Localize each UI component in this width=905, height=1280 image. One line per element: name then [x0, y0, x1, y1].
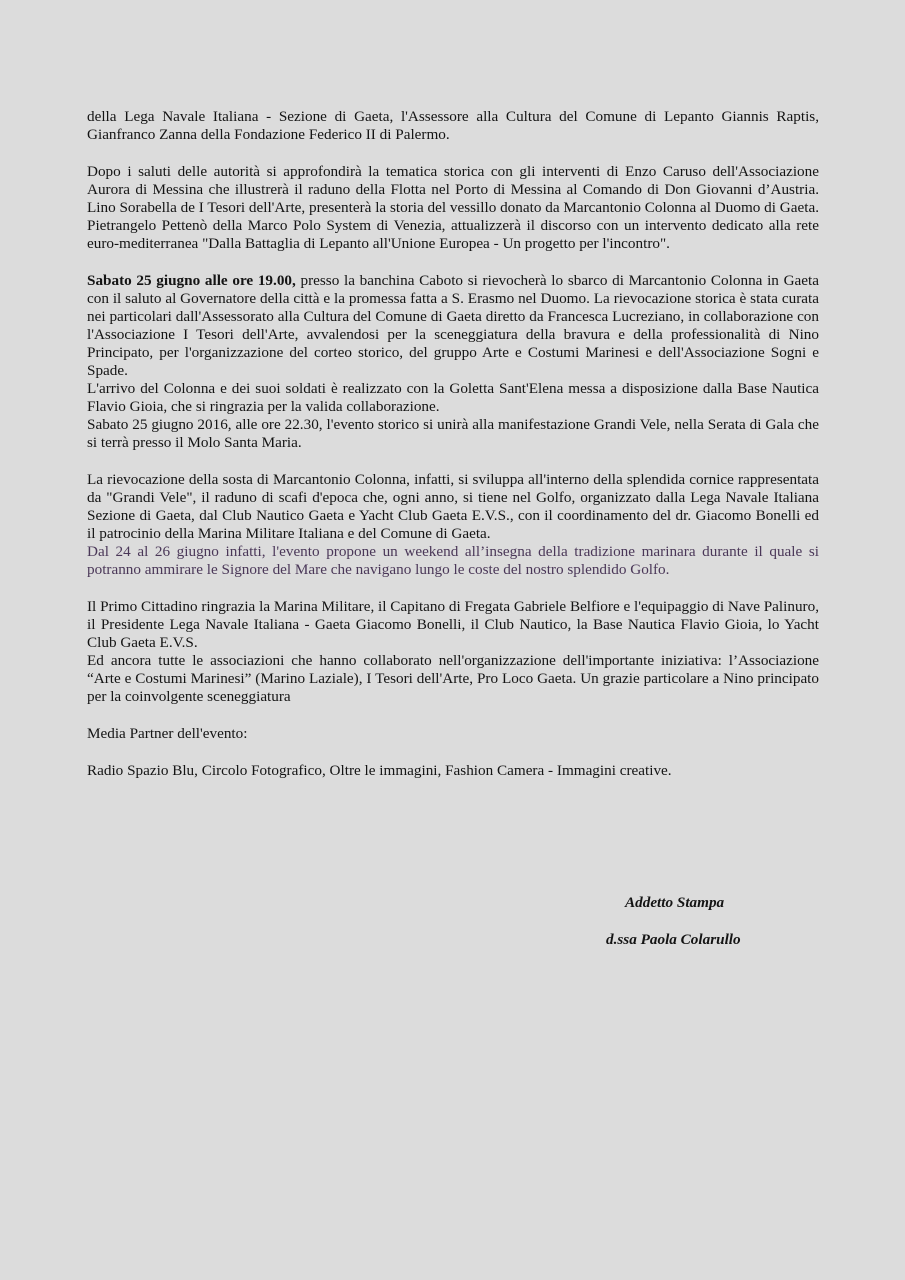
paragraph-grandi-vele — [87, 471, 819, 579]
reenactment-arrival: L'arrivo del Colonna e dei suoi soldati è realizzato con la Goletta Sant'Elena messa a disposizione dalla Base Nautica Flavio Gioia, che si ringrazia per la valida collaborazione. — [87, 380, 819, 415]
signature-role: Addetto Stampa — [625, 894, 725, 911]
thanks-associations: Ed ancora tutte le associazioni che hanno collaborato nell'organizzazione dell'importante iniziativa: l’Associazione “Arte e Costumi Marinesi” (Marino Laziale), I Tesori dell'Arte, Pro Loco Gaeta. Un grazie particolare a Nino principato per la coinvolgente sceneggiatura — [87, 652, 819, 705]
paragraph-reenactment — [87, 272, 819, 452]
signature-name: d.ssa Paola Colarullo — [606, 931, 741, 948]
paragraph-historical-talks: Dopo i saluti delle autorità si approfondirà la tematica storica con gli interventi di Enzo Caruso dell'Associazione Aurora di Messina che illustrerà il raduno della Flotta nel Porto di Messina al Comando di Don Giovanni d’Austria. Lino Sorabella de I Tesori dell'Arte, presenterà la storia del vessillo donato da Marcantonio Colonna al Duomo di Gaeta. Pietrangelo Pettenò della Marco Polo System di Venezia, attualizzerà il discorso con un intervento dedicato alla rete euro-mediterranea "Dalla Battaglia di Lepanto all'Unione Europea - Un progetto per l'incontro". — [87, 163, 819, 252]
thanks-text: Il Primo Cittadino ringrazia la Marina Militare, il Capitano di Fregata Gabriele Belfiore e l'equipaggio di Nave Palinuro, il Presidente Lega Navale Italiana - Gaeta Giacomo Bonelli, il Club Nautico, la Base Nautica Flavio Gioia, lo Yacht Club Gaeta E.V.S. — [87, 598, 819, 651]
reenactment-gala: Sabato 25 giugno 2016, alle ore 22.30, l'evento storico si unirà alla manifestazione Grandi Vele, nella Serata di Gala che si terrà presso il Molo Santa Maria. — [87, 416, 819, 451]
paragraph-intro-continued: della Lega Navale Italiana - Sezione di Gaeta, l'Assessore alla Cultura del Comune di Lepanto Giannis Raptis, Gianfranco Zanna della Fondazione Federico II di Palermo. — [87, 108, 819, 143]
grandi-vele-text: La rievocazione della sosta di Marcantonio Colonna, infatti, si sviluppa all'interno della splendida cornice rappresentata da "Grandi Vele", il raduno di scafi d'epoca che, ogni anno, si tiene nel Golfo, organizzato dalla Lega Navale Italiana Sezione di Gaeta, dal Club Nautico Gaeta e Yacht Club Gaeta E.V.S., con il coordinamento del dr. Giacomo Bonelli ed il patrocinio della Marina Militare Italiana e del Comune di Gaeta. — [87, 471, 819, 542]
paragraph-thanks — [87, 598, 819, 706]
reenactment-text: presso la banchina Caboto si rievocherà lo sbarco di Marcantonio Colonna in Gaeta con il saluto al Governatore della città e la promessa fatta a S. Erasmo nel Duomo. La rievocazione storica è stata curata nei particolari dall'Assessorato alla Cultura del Comune di Gaeta diretto da Francesca Lucreziano, in collaborazione con l'Associazione I Tesori dell'Arte, avvalendosi per la sceneggiatura della bravura e della professionalità di Nino Principato, per l'organizzazione del corteo storico, del gruppo Arte e Costumi Marinesi e dell'Associazione Sogni e Spade. — [87, 272, 820, 379]
document-body — [87, 108, 819, 780]
media-partner-label: Media Partner dell'evento: — [87, 725, 248, 742]
reenactment-date-lead: Sabato 25 giugno alle ore 19.00, — [87, 272, 296, 289]
media-partners-list: Radio Spazio Blu, Circolo Fotografico, Oltre le immagini, Fashion Camera - Immagini creative. — [87, 762, 672, 779]
grandi-vele-highlight: Dal 24 al 26 giugno infatti, l'evento propone un weekend all’insegna della tradizione marinara durante il quale si potranno ammirare le Signore del Mare che navigano lungo le coste del nostro splendido Golfo. — [87, 543, 819, 578]
